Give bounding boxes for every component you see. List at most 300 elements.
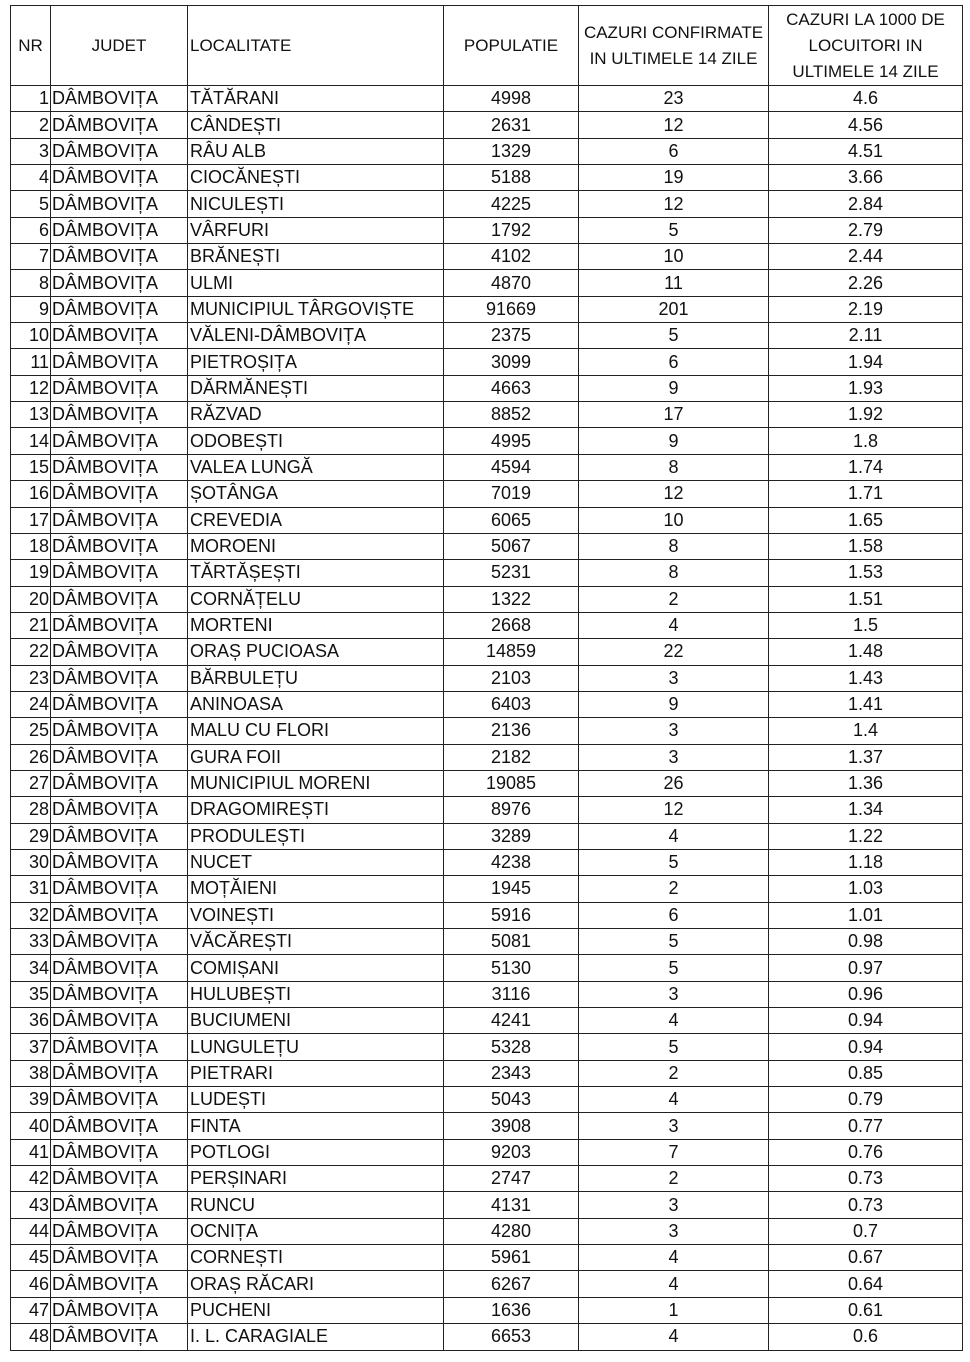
cell-cazuri: 3 [579, 744, 769, 770]
cell-populatie: 1322 [444, 586, 579, 612]
cell-populatie: 4225 [444, 191, 579, 217]
table-row [11, 955, 963, 981]
cell-localitate: FINTA [188, 1113, 444, 1139]
cell-nr: 20 [11, 586, 51, 612]
cell-populatie: 2343 [444, 1060, 579, 1086]
cell-judet: DÂMBOVIȚA [51, 323, 188, 349]
cell-nr: 18 [11, 533, 51, 559]
cell-populatie: 5916 [444, 902, 579, 928]
cell-populatie: 6403 [444, 691, 579, 717]
table-row [11, 428, 963, 454]
cell-nr: 33 [11, 929, 51, 955]
cell-nr: 21 [11, 612, 51, 638]
table-row [11, 244, 963, 270]
cell-rata: 2.79 [769, 217, 963, 243]
cell-localitate: TĂTĂRANI [188, 86, 444, 112]
table-row [11, 586, 963, 612]
cell-judet: DÂMBOVIȚA [51, 1113, 188, 1139]
cell-populatie: 4594 [444, 454, 579, 480]
cell-rata: 0.7 [769, 1218, 963, 1244]
cell-rata: 1.41 [769, 691, 963, 717]
cell-nr: 13 [11, 402, 51, 428]
cell-cazuri: 4 [579, 1245, 769, 1271]
cell-nr: 48 [11, 1324, 51, 1350]
cell-localitate: NICULEȘTI [188, 191, 444, 217]
cell-rata: 0.94 [769, 1008, 963, 1034]
cell-judet: DÂMBOVIȚA [51, 1139, 188, 1165]
cell-nr: 39 [11, 1087, 51, 1113]
table-row [11, 86, 963, 112]
cell-cazuri: 9 [579, 691, 769, 717]
cell-nr: 9 [11, 296, 51, 322]
table-row [11, 1324, 963, 1350]
cell-rata: 1.74 [769, 454, 963, 480]
cell-judet: DÂMBOVIȚA [51, 797, 188, 823]
table-row [11, 138, 963, 164]
cell-cazuri: 17 [579, 402, 769, 428]
cell-localitate: GURA FOII [188, 744, 444, 770]
cell-localitate: BUCIUMENI [188, 1008, 444, 1034]
cell-judet: DÂMBOVIȚA [51, 665, 188, 691]
cell-populatie: 4870 [444, 270, 579, 296]
cell-cazuri: 10 [579, 244, 769, 270]
cell-judet: DÂMBOVIȚA [51, 770, 188, 796]
cell-nr: 5 [11, 191, 51, 217]
cell-judet: DÂMBOVIȚA [51, 586, 188, 612]
cell-judet: DÂMBOVIȚA [51, 270, 188, 296]
cell-rata: 1.43 [769, 665, 963, 691]
cell-localitate: NUCET [188, 849, 444, 875]
cell-rata: 0.79 [769, 1087, 963, 1113]
table-row [11, 876, 963, 902]
cell-rata: 1.37 [769, 744, 963, 770]
cell-rata: 0.61 [769, 1297, 963, 1323]
cell-judet: DÂMBOVIȚA [51, 955, 188, 981]
cell-populatie: 6065 [444, 507, 579, 533]
cell-judet: DÂMBOVIȚA [51, 718, 188, 744]
cell-localitate: CIOCĂNEȘTI [188, 165, 444, 191]
cell-populatie: 5081 [444, 929, 579, 955]
cell-judet: DÂMBOVIȚA [51, 981, 188, 1007]
cell-rata: 0.77 [769, 1113, 963, 1139]
cell-cazuri: 19 [579, 165, 769, 191]
cell-cazuri: 4 [579, 1087, 769, 1113]
cell-populatie: 5067 [444, 533, 579, 559]
cell-judet: DÂMBOVIȚA [51, 507, 188, 533]
cell-cazuri: 26 [579, 770, 769, 796]
cell-nr: 27 [11, 770, 51, 796]
cell-rata: 1.36 [769, 770, 963, 796]
cell-judet: DÂMBOVIȚA [51, 1271, 188, 1297]
cell-cazuri: 3 [579, 1113, 769, 1139]
cell-rata: 1.01 [769, 902, 963, 928]
cell-nr: 22 [11, 639, 51, 665]
table-row [11, 1139, 963, 1165]
table-row [11, 718, 963, 744]
table-row [11, 1113, 963, 1139]
cell-nr: 29 [11, 823, 51, 849]
cell-judet: DÂMBOVIȚA [51, 1060, 188, 1086]
cell-rata: 3.66 [769, 165, 963, 191]
cell-nr: 28 [11, 797, 51, 823]
cell-judet: DÂMBOVIȚA [51, 165, 188, 191]
table-body [11, 86, 963, 1351]
table-row [11, 691, 963, 717]
cell-localitate: VĂLENI-DÂMBOVIȚA [188, 323, 444, 349]
cell-cazuri: 2 [579, 586, 769, 612]
cell-rata: 2.11 [769, 323, 963, 349]
cell-localitate: PUCHENI [188, 1297, 444, 1323]
table-row [11, 797, 963, 823]
cell-rata: 0.96 [769, 981, 963, 1007]
cell-judet: DÂMBOVIȚA [51, 612, 188, 638]
cell-localitate: MUNICIPIUL MORENI [188, 770, 444, 796]
cell-populatie: 2631 [444, 112, 579, 138]
cell-nr: 6 [11, 217, 51, 243]
table-row [11, 770, 963, 796]
cell-localitate: VALEA LUNGĂ [188, 454, 444, 480]
cell-nr: 35 [11, 981, 51, 1007]
cell-judet: DÂMBOVIȚA [51, 1192, 188, 1218]
cell-cazuri: 3 [579, 1218, 769, 1244]
cell-populatie: 4238 [444, 849, 579, 875]
cell-cazuri: 10 [579, 507, 769, 533]
cell-cazuri: 5 [579, 929, 769, 955]
cell-rata: 0.67 [769, 1245, 963, 1271]
cell-nr: 37 [11, 1034, 51, 1060]
cell-rata: 1.34 [769, 797, 963, 823]
table-row [11, 744, 963, 770]
cell-judet: DÂMBOVIȚA [51, 86, 188, 112]
table-row [11, 1087, 963, 1113]
cell-cazuri: 2 [579, 1060, 769, 1086]
cell-nr: 42 [11, 1166, 51, 1192]
cell-judet: DÂMBOVIȚA [51, 533, 188, 559]
cell-nr: 4 [11, 165, 51, 191]
cell-localitate: RUNCU [188, 1192, 444, 1218]
cell-nr: 43 [11, 1192, 51, 1218]
cell-rata: 1.92 [769, 402, 963, 428]
cell-rata: 1.4 [769, 718, 963, 744]
table-row [11, 560, 963, 586]
cell-populatie: 3099 [444, 349, 579, 375]
cell-populatie: 3289 [444, 823, 579, 849]
table-row [11, 902, 963, 928]
cell-localitate: MORTENI [188, 612, 444, 638]
header-rata: CAZURI LA 1000 DE LOCUITORI IN ULTIMELE 14 ZILE [769, 6, 963, 86]
cell-populatie: 8852 [444, 402, 579, 428]
cell-judet: DÂMBOVIȚA [51, 691, 188, 717]
cell-cazuri: 1 [579, 1297, 769, 1323]
cell-populatie: 5961 [444, 1245, 579, 1271]
cell-judet: DÂMBOVIȚA [51, 1166, 188, 1192]
cell-rata: 4.6 [769, 86, 963, 112]
cell-cazuri: 9 [579, 428, 769, 454]
cell-populatie: 6653 [444, 1324, 579, 1350]
cell-nr: 23 [11, 665, 51, 691]
table-row [11, 981, 963, 1007]
cell-localitate: ORAȘ PUCIOASA [188, 639, 444, 665]
cell-localitate: PRODULEȘTI [188, 823, 444, 849]
cell-cazuri: 12 [579, 112, 769, 138]
header-cazuri: CAZURI CONFIRMATE IN ULTIMELE 14 ZILE [579, 6, 769, 86]
cell-localitate: OCNIȚA [188, 1218, 444, 1244]
cell-cazuri: 9 [579, 375, 769, 401]
table-row [11, 1192, 963, 1218]
cell-localitate: ODOBEȘTI [188, 428, 444, 454]
cell-populatie: 9203 [444, 1139, 579, 1165]
cell-cazuri: 3 [579, 718, 769, 744]
cell-localitate: CORNEȘTI [188, 1245, 444, 1271]
table-row [11, 1218, 963, 1244]
cell-populatie: 2747 [444, 1166, 579, 1192]
cell-rata: 0.6 [769, 1324, 963, 1350]
cell-localitate: TĂRTĂȘEȘTI [188, 560, 444, 586]
cell-localitate: VĂCĂREȘTI [188, 929, 444, 955]
table-row [11, 612, 963, 638]
cell-rata: 2.84 [769, 191, 963, 217]
cell-localitate: VÂRFURI [188, 217, 444, 243]
cell-populatie: 4102 [444, 244, 579, 270]
cell-populatie: 2182 [444, 744, 579, 770]
cell-judet: DÂMBOVIȚA [51, 1245, 188, 1271]
cell-populatie: 3908 [444, 1113, 579, 1139]
cell-judet: DÂMBOVIȚA [51, 296, 188, 322]
cell-judet: DÂMBOVIȚA [51, 639, 188, 665]
cell-populatie: 2103 [444, 665, 579, 691]
cell-localitate: POTLOGI [188, 1139, 444, 1165]
cell-localitate: BĂRBULEȚU [188, 665, 444, 691]
cell-populatie: 19085 [444, 770, 579, 796]
cell-nr: 38 [11, 1060, 51, 1086]
cell-rata: 0.85 [769, 1060, 963, 1086]
cell-rata: 0.94 [769, 1034, 963, 1060]
cell-nr: 36 [11, 1008, 51, 1034]
cell-localitate: LUDEȘTI [188, 1087, 444, 1113]
cell-localitate: CÂNDEȘTI [188, 112, 444, 138]
cell-rata: 1.18 [769, 849, 963, 875]
cell-localitate: MUNICIPIUL TÂRGOVIȘTE [188, 296, 444, 322]
table-row [11, 823, 963, 849]
cell-localitate: MOȚĂIENI [188, 876, 444, 902]
cell-rata: 0.98 [769, 929, 963, 955]
cell-localitate: CREVEDIA [188, 507, 444, 533]
cell-localitate: PERȘINARI [188, 1166, 444, 1192]
cell-populatie: 4131 [444, 1192, 579, 1218]
cell-nr: 46 [11, 1271, 51, 1297]
cell-judet: DÂMBOVIȚA [51, 744, 188, 770]
cell-judet: DÂMBOVIȚA [51, 929, 188, 955]
cell-cazuri: 5 [579, 323, 769, 349]
cell-populatie: 4280 [444, 1218, 579, 1244]
cell-nr: 7 [11, 244, 51, 270]
cell-localitate: ULMI [188, 270, 444, 296]
cell-nr: 41 [11, 1139, 51, 1165]
table-row [11, 1034, 963, 1060]
cell-cazuri: 8 [579, 533, 769, 559]
cell-populatie: 1792 [444, 217, 579, 243]
cell-populatie: 8976 [444, 797, 579, 823]
cell-rata: 1.93 [769, 375, 963, 401]
header-judet: JUDET [51, 6, 188, 86]
cell-cazuri: 4 [579, 1008, 769, 1034]
cell-localitate: PIETRARI [188, 1060, 444, 1086]
cell-populatie: 14859 [444, 639, 579, 665]
cell-populatie: 4998 [444, 86, 579, 112]
table-row [11, 375, 963, 401]
cell-populatie: 91669 [444, 296, 579, 322]
cell-judet: DÂMBOVIȚA [51, 244, 188, 270]
cell-localitate: DĂRMĂNEȘTI [188, 375, 444, 401]
table-row [11, 402, 963, 428]
cell-rata: 0.73 [769, 1192, 963, 1218]
cell-nr: 14 [11, 428, 51, 454]
cell-judet: DÂMBOVIȚA [51, 191, 188, 217]
table-row [11, 533, 963, 559]
cell-judet: DÂMBOVIȚA [51, 428, 188, 454]
cell-cazuri: 12 [579, 797, 769, 823]
cell-populatie: 4663 [444, 375, 579, 401]
cell-populatie: 1945 [444, 876, 579, 902]
cell-judet: DÂMBOVIȚA [51, 1008, 188, 1034]
cell-nr: 12 [11, 375, 51, 401]
header-row [11, 6, 963, 86]
cell-cazuri: 4 [579, 612, 769, 638]
cell-populatie: 5043 [444, 1087, 579, 1113]
cell-rata: 0.97 [769, 955, 963, 981]
cell-cazuri: 3 [579, 1192, 769, 1218]
cell-rata: 1.8 [769, 428, 963, 454]
table-row [11, 191, 963, 217]
cell-cazuri: 8 [579, 454, 769, 480]
cell-rata: 4.51 [769, 138, 963, 164]
cell-cazuri: 6 [579, 349, 769, 375]
cell-populatie: 2668 [444, 612, 579, 638]
cell-localitate: ANINOASA [188, 691, 444, 717]
cell-localitate: HULUBEȘTI [188, 981, 444, 1007]
cell-nr: 2 [11, 112, 51, 138]
cell-judet: DÂMBOVIȚA [51, 1218, 188, 1244]
cell-cazuri: 5 [579, 849, 769, 875]
cell-judet: DÂMBOVIȚA [51, 876, 188, 902]
cell-nr: 47 [11, 1297, 51, 1323]
cell-localitate: LUNGULEȚU [188, 1034, 444, 1060]
cell-judet: DÂMBOVIȚA [51, 1034, 188, 1060]
cell-cazuri: 11 [579, 270, 769, 296]
cell-cazuri: 5 [579, 1034, 769, 1060]
cell-populatie: 4995 [444, 428, 579, 454]
table-row [11, 1166, 963, 1192]
cell-judet: DÂMBOVIȚA [51, 481, 188, 507]
table-row [11, 454, 963, 480]
cell-nr: 30 [11, 849, 51, 875]
cell-populatie: 5328 [444, 1034, 579, 1060]
cell-localitate: RĂZVAD [188, 402, 444, 428]
cell-rata: 1.58 [769, 533, 963, 559]
cell-populatie: 6267 [444, 1271, 579, 1297]
cell-rata: 1.53 [769, 560, 963, 586]
cell-rata: 0.76 [769, 1139, 963, 1165]
cell-localitate: I. L. CARAGIALE [188, 1324, 444, 1350]
cell-localitate: CORNĂȚELU [188, 586, 444, 612]
cell-judet: DÂMBOVIȚA [51, 1297, 188, 1323]
cell-localitate: BRĂNEȘTI [188, 244, 444, 270]
table-row [11, 1245, 963, 1271]
cell-nr: 34 [11, 955, 51, 981]
cell-cazuri: 6 [579, 138, 769, 164]
table-row [11, 1060, 963, 1086]
cell-rata: 0.64 [769, 1271, 963, 1297]
cell-nr: 10 [11, 323, 51, 349]
cell-cazuri: 22 [579, 639, 769, 665]
cell-cazuri: 5 [579, 217, 769, 243]
cell-judet: DÂMBOVIȚA [51, 217, 188, 243]
cell-cazuri: 23 [579, 86, 769, 112]
cell-nr: 45 [11, 1245, 51, 1271]
cell-populatie: 3116 [444, 981, 579, 1007]
table-row [11, 481, 963, 507]
table-row [11, 849, 963, 875]
cell-rata: 1.48 [769, 639, 963, 665]
cell-cazuri: 12 [579, 481, 769, 507]
header-nr: NR [11, 6, 51, 86]
cell-nr: 19 [11, 560, 51, 586]
cell-nr: 17 [11, 507, 51, 533]
cell-localitate: COMIȘANI [188, 955, 444, 981]
cell-cazuri: 7 [579, 1139, 769, 1165]
table-row [11, 323, 963, 349]
cell-judet: DÂMBOVIȚA [51, 454, 188, 480]
table-row [11, 639, 963, 665]
cell-localitate: MOROENI [188, 533, 444, 559]
cell-localitate: ȘOTÂNGA [188, 481, 444, 507]
cell-cazuri: 12 [579, 191, 769, 217]
cell-judet: DÂMBOVIȚA [51, 560, 188, 586]
table-row [11, 1271, 963, 1297]
cell-rata: 2.19 [769, 296, 963, 322]
cell-localitate: MALU CU FLORI [188, 718, 444, 744]
cell-judet: DÂMBOVIȚA [51, 1087, 188, 1113]
cell-rata: 1.51 [769, 586, 963, 612]
cell-localitate: DRAGOMIREȘTI [188, 797, 444, 823]
cell-cazuri: 3 [579, 665, 769, 691]
table-row [11, 165, 963, 191]
cell-judet: DÂMBOVIȚA [51, 375, 188, 401]
cell-rata: 2.26 [769, 270, 963, 296]
cell-cazuri: 4 [579, 1271, 769, 1297]
cell-rata: 1.5 [769, 612, 963, 638]
cell-nr: 15 [11, 454, 51, 480]
cell-nr: 3 [11, 138, 51, 164]
cell-judet: DÂMBOVIȚA [51, 349, 188, 375]
table-row [11, 270, 963, 296]
cell-nr: 40 [11, 1113, 51, 1139]
cell-judet: DÂMBOVIȚA [51, 112, 188, 138]
table-row [11, 296, 963, 322]
table-row [11, 1008, 963, 1034]
cell-nr: 31 [11, 876, 51, 902]
header-populatie: POPULATIE [444, 6, 579, 86]
cell-nr: 25 [11, 718, 51, 744]
table-row [11, 1297, 963, 1323]
cell-rata: 4.56 [769, 112, 963, 138]
cell-cazuri: 3 [579, 981, 769, 1007]
cell-populatie: 4241 [444, 1008, 579, 1034]
cell-judet: DÂMBOVIȚA [51, 138, 188, 164]
cell-rata: 2.44 [769, 244, 963, 270]
cell-populatie: 5130 [444, 955, 579, 981]
cell-nr: 11 [11, 349, 51, 375]
